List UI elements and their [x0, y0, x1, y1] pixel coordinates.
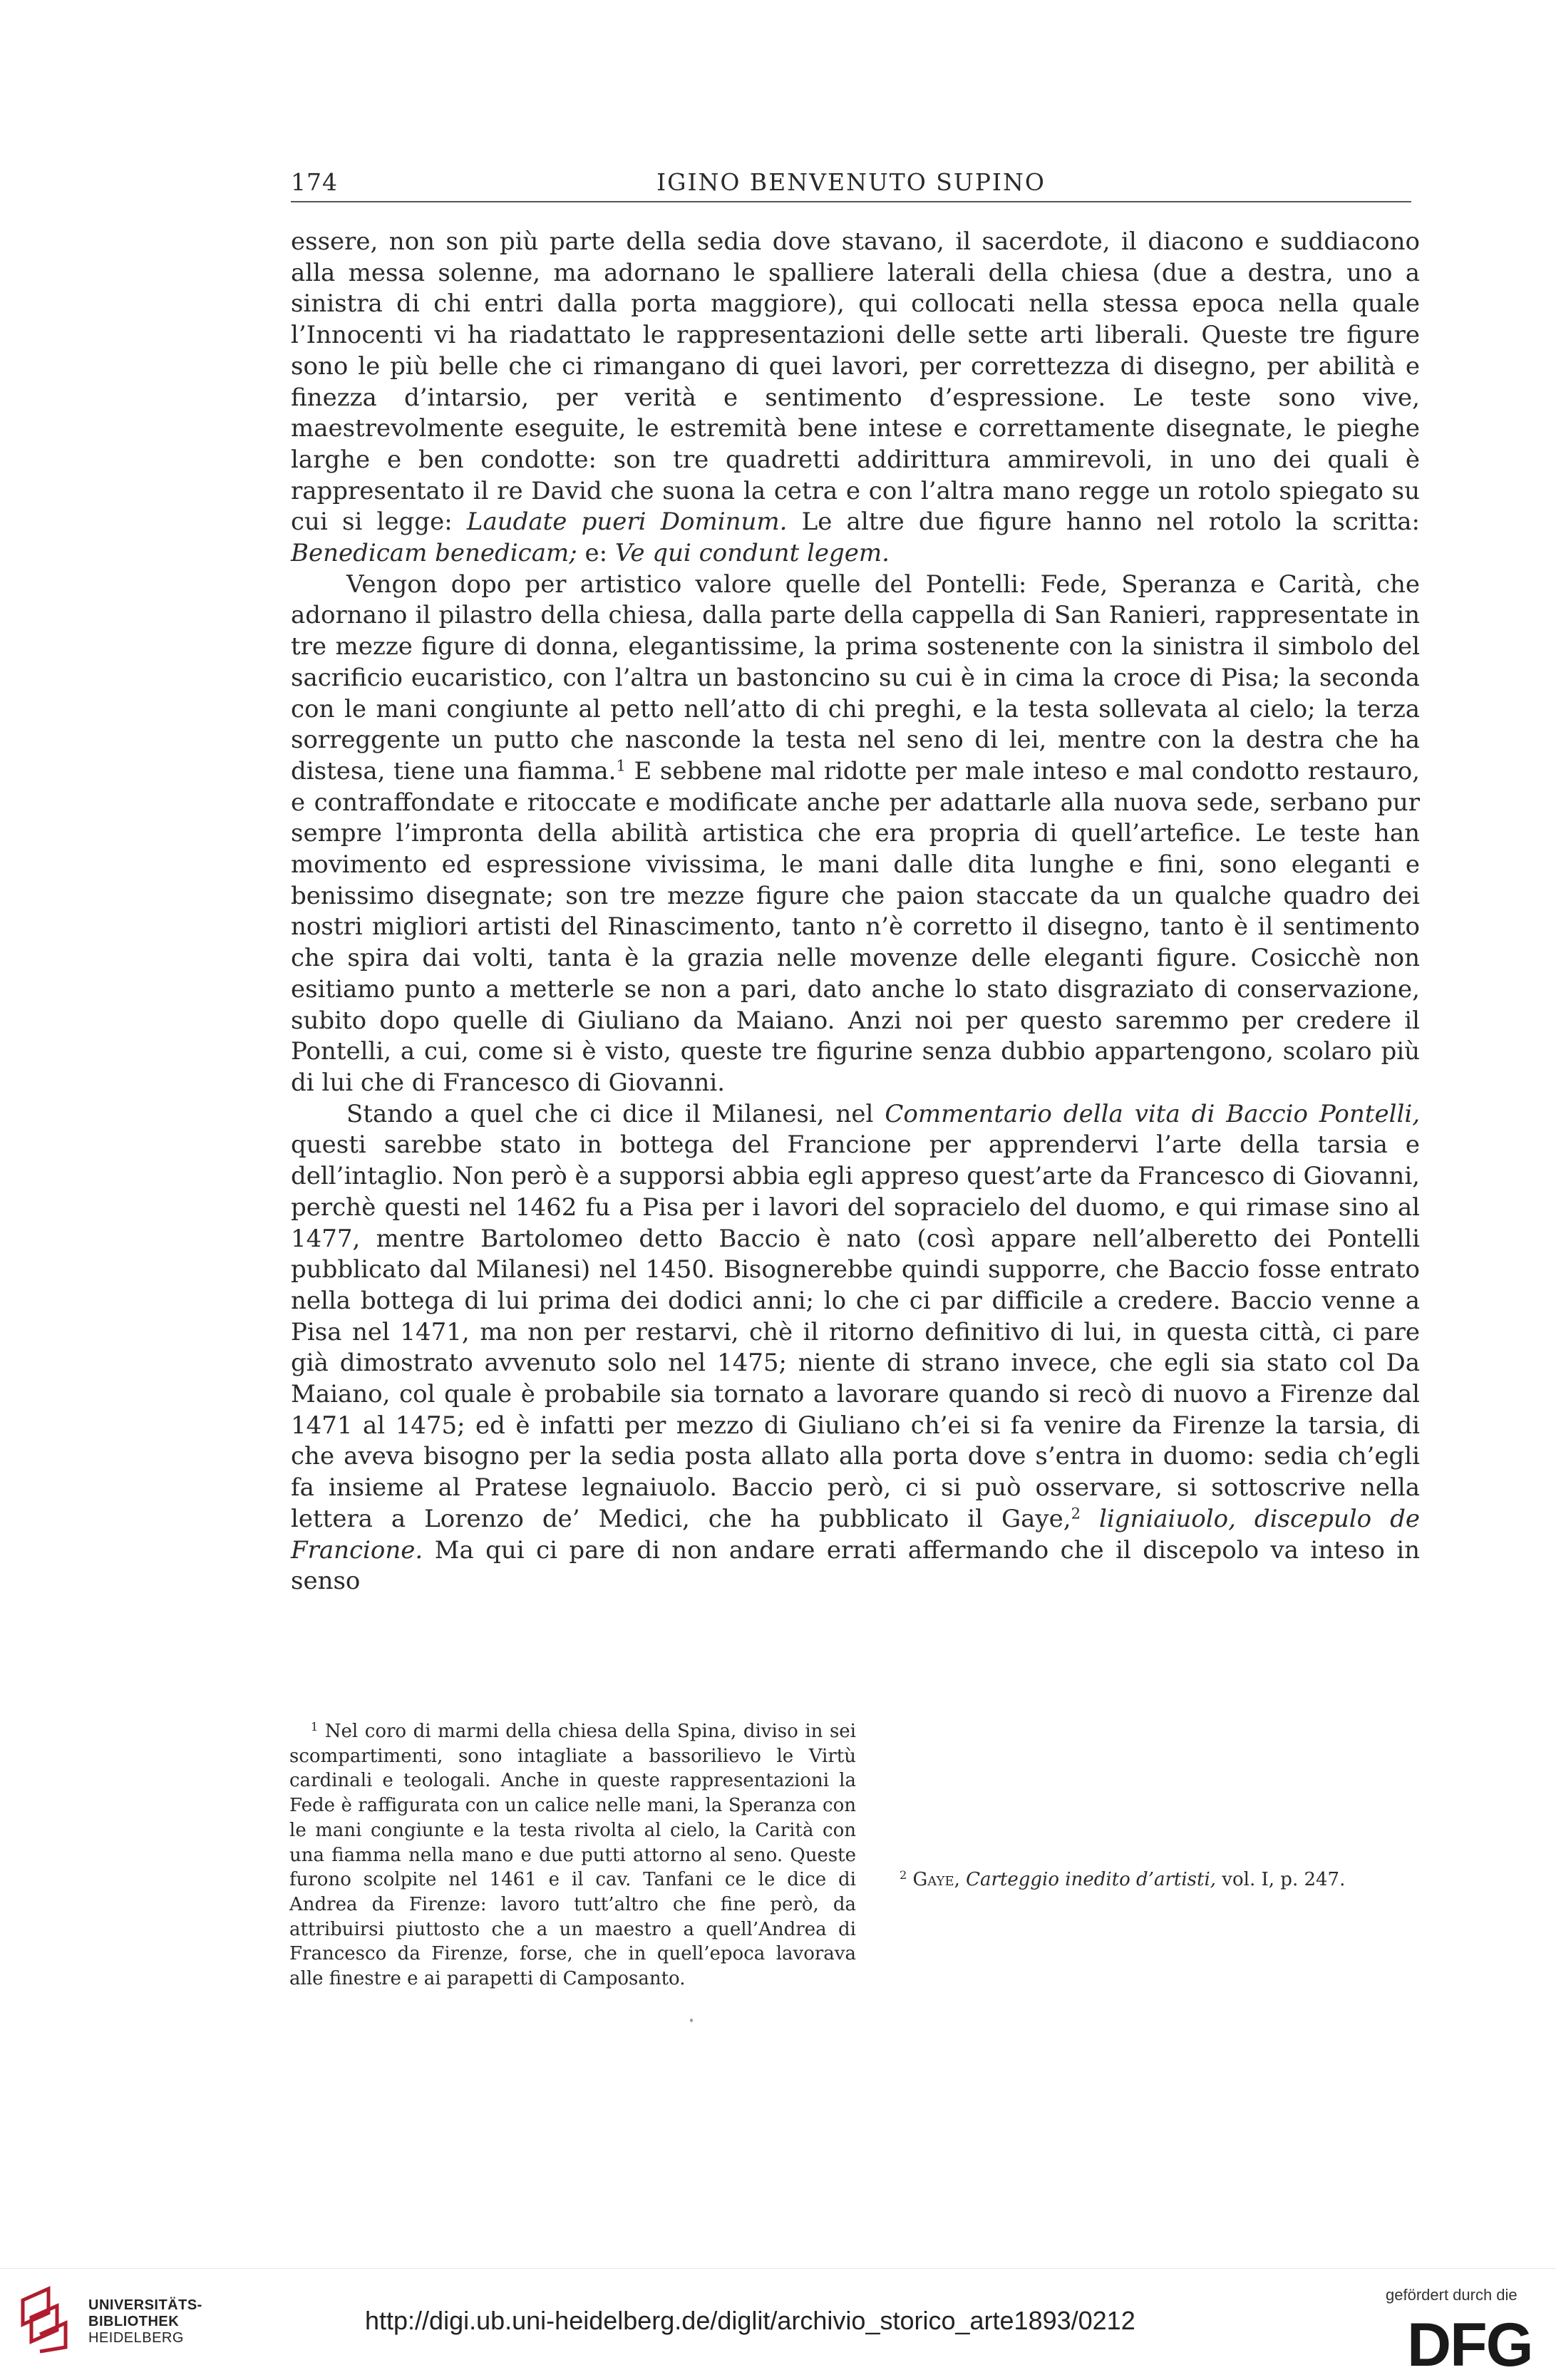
footnote-text: Nel coro di marmi della chiesa della Spina, diviso in sei scompartimenti, sono intagliate a bassorilievo le Virtù cardinali e teologali. Anche in queste rappresentazioni la Fede è raffigurata con un calice nelle mani, la Speranza con le mani congiunte e la testa rivolta al cielo, la Carità con una fiamma nella mano e due putti attorno al seno. Queste furono scolpite nel 1461 e il cav. Tanfani ce le dice di Andrea da Firenze: lavoro tutt’altro che fine però, da attribuirsi piuttosto che a un maestro a quell’Andrea di Francesco da Firenze, forse, che in quell’epoca lavorava alle finestre e ai parapetti di Camposanto. — [289, 1721, 856, 1990]
library-name-line: BIBLIOTHEK — [88, 2314, 180, 2329]
university-library-logo-icon — [16, 2286, 78, 2354]
italic-quote: Benedicam benedicam; — [291, 539, 577, 568]
footnote-author: Gaye, — [912, 1869, 960, 1890]
paragraph-text: Stando a quel che ci dice il Milanesi, nel — [346, 1099, 885, 1128]
footnote-mark: 1 — [311, 1720, 319, 1734]
paragraph-2 — [291, 570, 1420, 1099]
dfg-logo: DFG — [1407, 2311, 1532, 2379]
paragraph-text: e: — [577, 539, 615, 568]
italic-title: Commentario della vita di Baccio Pontelli, — [885, 1099, 1421, 1128]
paragraph-text: Le altre due figure hanno nel rotolo la scritta: — [787, 508, 1420, 537]
running-head: IGINO BENVENUTO SUPINO — [656, 168, 1046, 196]
paragraph-text: Vengon dopo per artistico valore quelle del Pontelli: Fede, Speranza e Carità, che adornano il pilastro della chiesa, dalla parte della cappella di San Ranieri, rappresentate in tre mezze figure di donna, elegantissime, la prima sostenente con la sinistra il simbolo del sacrificio eucaristico, con l’altra un bastoncino su cui è in cima la croce di Pisa; la seconda con le mani congiunte al petto nell’atto di chi preghi, e la testa sollevata al cielo; la terza sorreggente un putto che nasconde la testa nel seno di lei, mentre con la destra che ha distesa, tiene una fiamma. — [291, 570, 1420, 785]
library-name-line: HEIDELBERG — [88, 2330, 184, 2346]
page-number: 174 — [291, 168, 338, 196]
page-header — [291, 165, 1411, 202]
paragraph-1 — [291, 227, 1420, 570]
footnote-2 — [878, 1868, 1421, 1892]
paragraph-text — [1081, 1505, 1099, 1533]
body-text — [291, 227, 1420, 1597]
paragraph-text: E sebbene mal ridotte per male inteso e mal condotto restauro, e contraffondate e ritoccate e modificate anche per adattarle alla nuova sede, serbano pur sempre l’impronta della abilità artistica che era propria di quell’artefice. Le teste han movimento ed espressione vivissima, le mani dalle dita lunghe e fini, sono eleganti e benissimo disegnate; son tre mezze figure che paion staccate da un qualche quadro dei nostri migliori artisti del Rinascimento, tanto n’è corretto il disegno, tanto è il sentimento che spira dai volti, tanta è la grazia nelle movenze delle eleganti figure. Cosicchè non esitiamo punto a metterle se non a pari, dato anche lo stato disgraziato di conservazione, subito dopo quelle di Giuliano da Maiano. Anzi noi per questo saremmo per credere il Pontelli, a cui, come si è visto, queste tre figurine senza dubbio appartengono, scolaro più di lui che di Francesco di Giovanni. — [291, 756, 1420, 1097]
paragraph-text: Ma qui ci pare di non andare errati affermando che il discepolo va inteso in senso — [291, 1535, 1420, 1596]
paragraph-text: essere, non son più parte della sedia dove stavano, il sacerdote, il diacono e suddiacono alla messa solenne, ma adornano le spalliere laterali della chiesa (due a destra, uno a sinistra di chi entri dalla porta maggiore), qui collocati nella stessa epoca nella quale l’Innocenti vi ha riadattato le rappresentazioni delle sette arti liberali. Queste tre figure sono le più belle che ci rimangano di quei lavori, per correttezza di disegno, per abilità e finezza d’intarsio, per verità e sentimento d’espressione. Le teste sono vive, maestrevolmente eseguite, le estremità bene intese e correttamente disegnate, le pieghe larghe e ben condotte: son tre quadretti addirittura ammirevoli, in uno dei quali è rappresentato il re David che suona la cetra e con l’altra mano regge un rotolo spiegato su cui si legge: — [291, 227, 1420, 537]
speck — [690, 2019, 693, 2022]
footnote-1 — [289, 1719, 856, 1992]
library-name-line: UNIVERSITÄTS- — [88, 2297, 202, 2313]
footnote-mark: 2 — [900, 1868, 907, 1882]
digitization-footer — [0, 2268, 1556, 2380]
paragraph-text: questi sarebbe stato in bottega del Francione per apprendervi l’arte della tarsia e dell’intaglio. Non però è a supporsi abbia egli appreso quest’arte da Francesco di Giovanni, perchè questi nel 1462 fu a Pisa per i lavori del sopracielo del duomo, e qui rimase sino al 1477, mentre Bartolomeo detto Baccio è nato (così appare nell’alberetto dei Pontelli pubblicato dal Milanesi) nel 1450. Bisognerebbe quindi supporre, che Baccio fosse entrato nella bottega di lui prima dei dodici anni; lo che ci par difficile a credere. Baccio venne a Pisa nel 1471, ma non per restarvi, chè il ritorno definitivo di lui, in questa città, ci pare già dimostrato avvenuto solo nel 1475; niente di strano invece, che egli sia stato col Da Maiano, col quale è probabile sia tornato a lavorare quando si recò di nuovo a Firenze dal 1471 al 1475; ed è infatti per mezzo di Giuliano ch’ei si fa venire da Firenze la tarsia, di che aveva bisogno per la sedia posta allato alla porta dove s’entra in duomo: sedia ch’egli fa insieme al Pratese legnaiuolo. Baccio però, ci si può osservare, si sottoscrive nella lettera a Lorenzo de’ Medici, che ha pubblicato il Gaye, — [291, 1130, 1420, 1533]
footnote-text: vol. I, p. 247. — [1216, 1869, 1346, 1890]
footnote-column-right — [878, 1719, 1421, 1892]
italic-quote: Ve qui condunt legem. — [614, 539, 890, 568]
footnote-title: Carteggio inedito d’artisti, — [966, 1869, 1217, 1890]
funding-caption: gefördert durch die — [1386, 2286, 1518, 2304]
paragraph-3 — [291, 1099, 1420, 1597]
italic-quote: Laudate pueri Dominum. — [466, 508, 788, 537]
footnote-ref[interactable]: 2 — [1071, 1504, 1081, 1523]
library-name — [88, 2297, 202, 2346]
italic-quote: ligniaiuolo, discepulo de Francione. — [291, 1504, 1420, 1565]
permalink-url[interactable]: http://digi.ub.uni-heidelberg.de/diglit/archivio_storico_arte1893/0212 — [365, 2306, 1135, 2335]
footnote-ref[interactable]: 1 — [616, 756, 626, 775]
footnote-column-left — [289, 1719, 856, 1992]
